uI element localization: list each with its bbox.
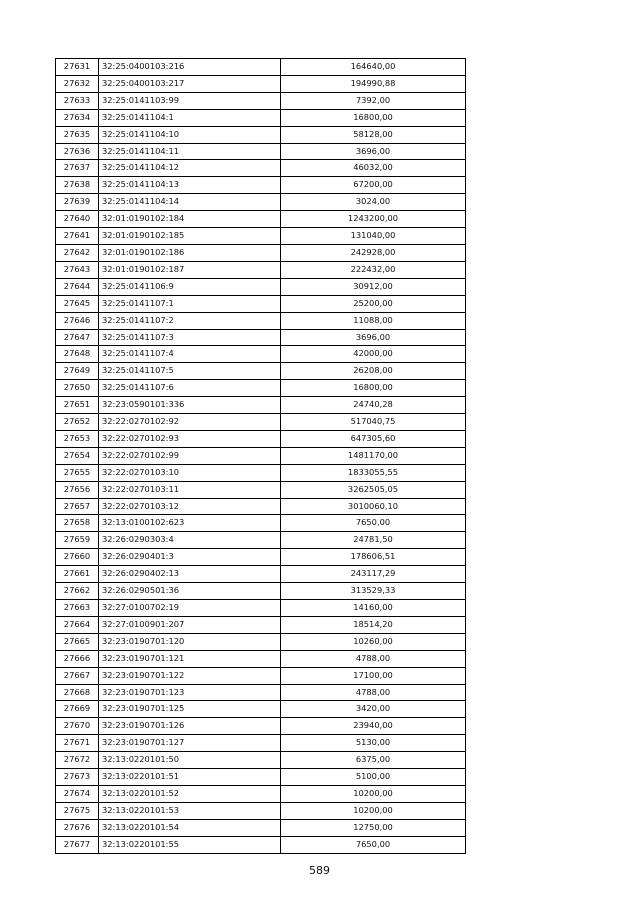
cadastral-number-cell: 32:25:0141107:2 <box>99 312 281 329</box>
table-row <box>56 752 466 769</box>
table-row <box>56 836 466 853</box>
table-row <box>56 650 466 667</box>
row-number-cell: 27670 <box>56 718 99 735</box>
value-cell: 1243200,00 <box>281 211 466 228</box>
table-row <box>56 735 466 752</box>
row-number-cell: 27631 <box>56 59 99 76</box>
cadastral-number-cell: 32:26:0290303:4 <box>99 532 281 549</box>
table-row <box>56 498 466 515</box>
table-row <box>56 278 466 295</box>
value-cell: 23940,00 <box>281 718 466 735</box>
value-cell: 4788,00 <box>281 650 466 667</box>
table-row <box>56 633 466 650</box>
row-number-cell: 27664 <box>56 616 99 633</box>
row-number-cell: 27660 <box>56 549 99 566</box>
cadastral-number-cell: 32:23:0590101:336 <box>99 397 281 414</box>
value-cell: 194990,88 <box>281 75 466 92</box>
row-number-cell: 27633 <box>56 92 99 109</box>
cadastral-number-cell: 32:25:0141107:3 <box>99 329 281 346</box>
page-number: 589 <box>309 864 330 877</box>
cadastral-number-cell: 32:25:0141104:10 <box>99 126 281 143</box>
row-number-cell: 27640 <box>56 211 99 228</box>
value-cell: 26208,00 <box>281 363 466 380</box>
table-row <box>56 430 466 447</box>
value-cell: 42000,00 <box>281 346 466 363</box>
table-row <box>56 211 466 228</box>
row-number-cell: 27639 <box>56 194 99 211</box>
value-cell: 1481170,00 <box>281 447 466 464</box>
table-row <box>56 228 466 245</box>
row-number-cell: 27646 <box>56 312 99 329</box>
cadastral-number-cell: 32:01:0190102:187 <box>99 261 281 278</box>
cadastral-number-cell: 32:25:0141103:99 <box>99 92 281 109</box>
cadastral-number-cell: 32:01:0190102:184 <box>99 211 281 228</box>
row-number-cell: 27655 <box>56 464 99 481</box>
cadastral-value-table <box>55 58 466 854</box>
table-row <box>56 481 466 498</box>
row-number-cell: 27647 <box>56 329 99 346</box>
cadastral-number-cell: 32:25:0141107:5 <box>99 363 281 380</box>
value-cell: 3420,00 <box>281 701 466 718</box>
value-cell: 24781,50 <box>281 532 466 549</box>
cadastral-number-cell: 32:25:0141106:9 <box>99 278 281 295</box>
value-cell: 46032,00 <box>281 160 466 177</box>
row-number-cell: 27665 <box>56 633 99 650</box>
row-number-cell: 27650 <box>56 380 99 397</box>
table-row <box>56 515 466 532</box>
row-number-cell: 27656 <box>56 481 99 498</box>
cadastral-number-cell: 32:22:0270103:11 <box>99 481 281 498</box>
table-row <box>56 143 466 160</box>
row-number-cell: 27632 <box>56 75 99 92</box>
row-number-cell: 27642 <box>56 244 99 261</box>
row-number-cell: 27657 <box>56 498 99 515</box>
table-row <box>56 261 466 278</box>
cadastral-number-cell: 32:25:0141104:13 <box>99 177 281 194</box>
table-row <box>56 109 466 126</box>
cadastral-number-cell: 32:22:0270103:12 <box>99 498 281 515</box>
cadastral-number-cell: 32:23:0190701:126 <box>99 718 281 735</box>
value-cell: 164640,00 <box>281 59 466 76</box>
cadastral-number-cell: 32:26:0290501:36 <box>99 583 281 600</box>
value-cell: 517040,75 <box>281 414 466 431</box>
table-row <box>56 718 466 735</box>
value-cell: 25200,00 <box>281 295 466 312</box>
value-cell: 16800,00 <box>281 380 466 397</box>
cadastral-number-cell: 32:26:0290402:13 <box>99 566 281 583</box>
value-cell: 16800,00 <box>281 109 466 126</box>
row-number-cell: 27661 <box>56 566 99 583</box>
cadastral-number-cell: 32:13:0220101:53 <box>99 802 281 819</box>
cadastral-number-cell: 32:22:0270102:93 <box>99 430 281 447</box>
row-number-cell: 27676 <box>56 819 99 836</box>
cadastral-number-cell: 32:23:0190701:125 <box>99 701 281 718</box>
cadastral-number-cell: 32:25:0141104:11 <box>99 143 281 160</box>
value-cell: 24740,28 <box>281 397 466 414</box>
table-row <box>56 312 466 329</box>
value-cell: 3010060,10 <box>281 498 466 515</box>
cadastral-number-cell: 32:22:0270103:10 <box>99 464 281 481</box>
value-cell: 5130,00 <box>281 735 466 752</box>
row-number-cell: 27669 <box>56 701 99 718</box>
row-number-cell: 27662 <box>56 583 99 600</box>
row-number-cell: 27635 <box>56 126 99 143</box>
table-row <box>56 59 466 76</box>
row-number-cell: 27668 <box>56 684 99 701</box>
cadastral-number-cell: 32:25:0141107:4 <box>99 346 281 363</box>
table-row <box>56 414 466 431</box>
table-row <box>56 380 466 397</box>
table-row <box>56 464 466 481</box>
table-row <box>56 75 466 92</box>
cadastral-number-cell: 32:01:0190102:186 <box>99 244 281 261</box>
row-number-cell: 27634 <box>56 109 99 126</box>
value-cell: 1833055,55 <box>281 464 466 481</box>
row-number-cell: 27648 <box>56 346 99 363</box>
cadastral-number-cell: 32:27:0100702:19 <box>99 600 281 617</box>
value-cell: 30912,00 <box>281 278 466 295</box>
table-row <box>56 785 466 802</box>
cadastral-number-cell: 32:01:0190102:185 <box>99 228 281 245</box>
value-cell: 6375,00 <box>281 752 466 769</box>
table-row <box>56 160 466 177</box>
cadastral-number-cell: 32:27:0100901:207 <box>99 616 281 633</box>
row-number-cell: 27637 <box>56 160 99 177</box>
value-cell: 5100,00 <box>281 769 466 786</box>
cadastral-number-cell: 32:13:0220101:51 <box>99 769 281 786</box>
table-row <box>56 397 466 414</box>
cadastral-number-cell: 32:23:0190701:120 <box>99 633 281 650</box>
row-number-cell: 27641 <box>56 228 99 245</box>
value-cell: 7650,00 <box>281 515 466 532</box>
table-row <box>56 346 466 363</box>
value-cell: 58128,00 <box>281 126 466 143</box>
value-cell: 243117,29 <box>281 566 466 583</box>
cadastral-number-cell: 32:13:0220101:52 <box>99 785 281 802</box>
value-cell: 131040,00 <box>281 228 466 245</box>
table-row <box>56 532 466 549</box>
cadastral-number-cell: 32:13:0100102:623 <box>99 515 281 532</box>
cadastral-number-cell: 32:13:0220101:54 <box>99 819 281 836</box>
row-number-cell: 27663 <box>56 600 99 617</box>
row-number-cell: 27636 <box>56 143 99 160</box>
row-number-cell: 27667 <box>56 667 99 684</box>
cadastral-number-cell: 32:25:0141107:6 <box>99 380 281 397</box>
value-cell: 7392,00 <box>281 92 466 109</box>
value-cell: 10200,00 <box>281 785 466 802</box>
value-cell: 11088,00 <box>281 312 466 329</box>
row-number-cell: 27671 <box>56 735 99 752</box>
table-body <box>56 59 466 854</box>
value-cell: 3262505,05 <box>281 481 466 498</box>
cadastral-number-cell: 32:25:0400103:217 <box>99 75 281 92</box>
cadastral-number-cell: 32:25:0141104:12 <box>99 160 281 177</box>
row-number-cell: 27643 <box>56 261 99 278</box>
table-row <box>56 194 466 211</box>
row-number-cell: 27666 <box>56 650 99 667</box>
value-cell: 4788,00 <box>281 684 466 701</box>
cadastral-number-cell: 32:22:0270102:99 <box>99 447 281 464</box>
row-number-cell: 27654 <box>56 447 99 464</box>
row-number-cell: 27658 <box>56 515 99 532</box>
table-row <box>56 363 466 380</box>
value-cell: 313529,33 <box>281 583 466 600</box>
value-cell: 17100,00 <box>281 667 466 684</box>
row-number-cell: 27677 <box>56 836 99 853</box>
row-number-cell: 27674 <box>56 785 99 802</box>
value-cell: 647305,60 <box>281 430 466 447</box>
table-row <box>56 177 466 194</box>
cadastral-number-cell: 32:23:0190701:121 <box>99 650 281 667</box>
cadastral-number-cell: 32:25:0141104:1 <box>99 109 281 126</box>
row-number-cell: 27638 <box>56 177 99 194</box>
table-row <box>56 566 466 583</box>
cadastral-number-cell: 32:25:0400103:216 <box>99 59 281 76</box>
value-cell: 10200,00 <box>281 802 466 819</box>
table-row <box>56 600 466 617</box>
table-row <box>56 701 466 718</box>
row-number-cell: 27649 <box>56 363 99 380</box>
table-row <box>56 769 466 786</box>
table-row <box>56 329 466 346</box>
row-number-cell: 27672 <box>56 752 99 769</box>
row-number-cell: 27673 <box>56 769 99 786</box>
table-row <box>56 447 466 464</box>
table-row <box>56 244 466 261</box>
table-row <box>56 616 466 633</box>
cadastral-number-cell: 32:25:0141107:1 <box>99 295 281 312</box>
value-cell: 3696,00 <box>281 329 466 346</box>
row-number-cell: 27645 <box>56 295 99 312</box>
value-cell: 222432,00 <box>281 261 466 278</box>
cadastral-number-cell: 32:22:0270102:92 <box>99 414 281 431</box>
table-row <box>56 549 466 566</box>
row-number-cell: 27651 <box>56 397 99 414</box>
value-cell: 7650,00 <box>281 836 466 853</box>
cadastral-number-cell: 32:23:0190701:123 <box>99 684 281 701</box>
row-number-cell: 27659 <box>56 532 99 549</box>
value-cell: 18514,20 <box>281 616 466 633</box>
table-row <box>56 583 466 600</box>
value-cell: 242928,00 <box>281 244 466 261</box>
table-row <box>56 819 466 836</box>
table-row <box>56 802 466 819</box>
table-row <box>56 667 466 684</box>
table-row <box>56 126 466 143</box>
value-cell: 3696,00 <box>281 143 466 160</box>
cadastral-number-cell: 32:13:0220101:55 <box>99 836 281 853</box>
value-cell: 67200,00 <box>281 177 466 194</box>
value-cell: 14160,00 <box>281 600 466 617</box>
cadastral-number-cell: 32:13:0220101:50 <box>99 752 281 769</box>
row-number-cell: 27652 <box>56 414 99 431</box>
value-cell: 178606,51 <box>281 549 466 566</box>
table-row <box>56 295 466 312</box>
cadastral-number-cell: 32:26:0290401:3 <box>99 549 281 566</box>
value-cell: 12750,00 <box>281 819 466 836</box>
row-number-cell: 27675 <box>56 802 99 819</box>
value-cell: 10260,00 <box>281 633 466 650</box>
cadastral-number-cell: 32:25:0141104:14 <box>99 194 281 211</box>
row-number-cell: 27644 <box>56 278 99 295</box>
table-row <box>56 684 466 701</box>
value-cell: 3024,00 <box>281 194 466 211</box>
row-number-cell: 27653 <box>56 430 99 447</box>
cadastral-number-cell: 32:23:0190701:127 <box>99 735 281 752</box>
cadastral-number-cell: 32:23:0190701:122 <box>99 667 281 684</box>
table-row <box>56 92 466 109</box>
